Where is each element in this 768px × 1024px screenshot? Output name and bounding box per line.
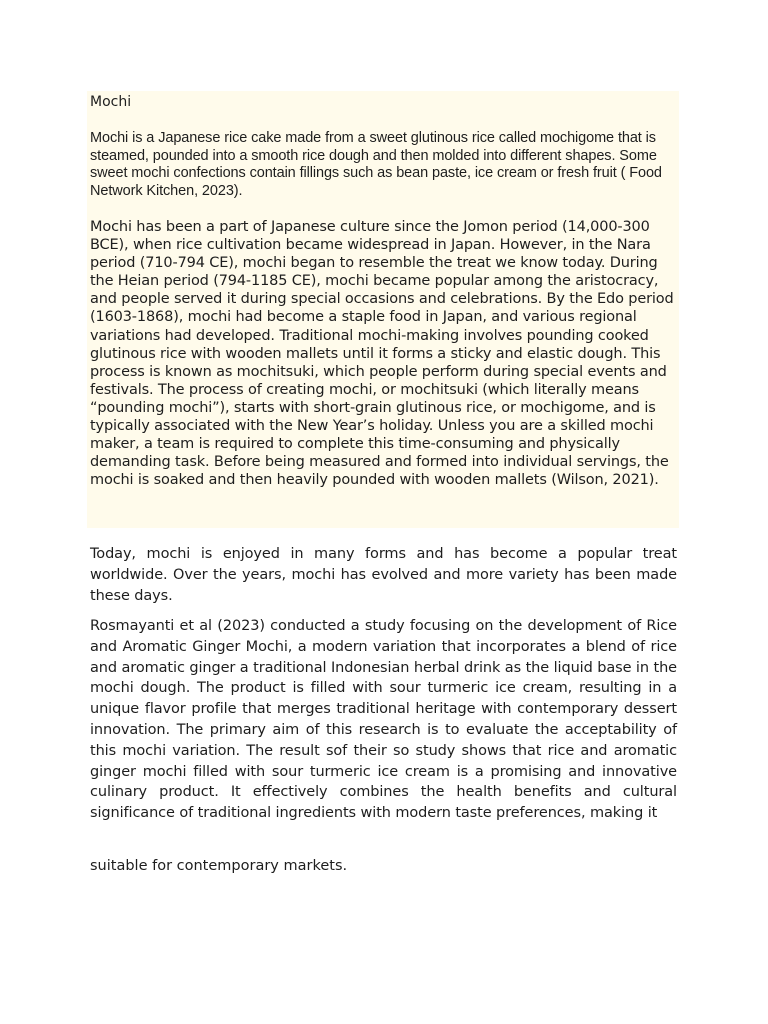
page-title: Mochi <box>90 94 132 110</box>
today-paragraph: Today, mochi is enjoyed in many forms and has become a popular treat worldwide. Over the years, mochi has evolved and more variety has been made these days. <box>90 546 677 604</box>
intro-paragraph: Mochi is a Japanese rice cake made from a sweet glutinous rice called mochigome that is steamed, pounded into a smooth rice dough and then molded into different shapes. Some sweet mochi confections contain fillings such as bean paste, ice cream or fresh fruit ( Food Network Kitchen, 2023). <box>90 130 662 199</box>
closing-line: suitable for contemporary markets. <box>90 858 348 874</box>
study-paragraph: Rosmayanti et al (2023) conducted a study focusing on the development of Rice and Aromatic Ginger Mochi, a modern variation that incorporates a blend of rice and aromatic ginger a traditional Indonesian herbal drink as the liquid base in the mochi dough. The product is filled with sour turmeric ice cream, resulting in a unique flavor profile that merges traditional heritage with contemporary dessert innovation. The primary aim of this research is to evaluate the acceptability of this mochi variation. The result sof their so study shows that rice and aromatic ginger mochi filled with sour turmeric ice cream is a promising and innovative culinary product. It effectively combines the health benefits and cultural significance of traditional ingredients with modern taste preferences, making it <box>90 618 677 822</box>
history-paragraph: Mochi has been a part of Japanese culture since the Jomon period (14,000-300 BCE), when rice cultivation became widespread in Japan. However, in the Nara period (710-794 CE), mochi began to resemble the treat we know today. During the Heian period (794-1185 CE), mochi became popular among the aristocracy, and people served it during special occasions and celebrations. By the Edo period (1603-1868), mochi had become a staple food in Japan, and various regional variations had developed. Traditional mochi-making involves pounding cooked glutinous rice with wooden mallets until it forms a sticky and elastic dough. This process is known as mochitsuki, which people perform during special events and festivals. The process of creating mochi, or mochitsuki (which literally means “pounding mochi”), starts with short-grain glutinous rice, or mochigome, and is typically associated with the New Year’s holiday. Unless you are a skilled mochi maker, a team is required to complete this time-consuming and physically demanding task. Before being measured and formed into individual servings, the mochi is soaked and then heavily pounded with wooden mallets (Wilson, 2021). <box>90 219 674 489</box>
